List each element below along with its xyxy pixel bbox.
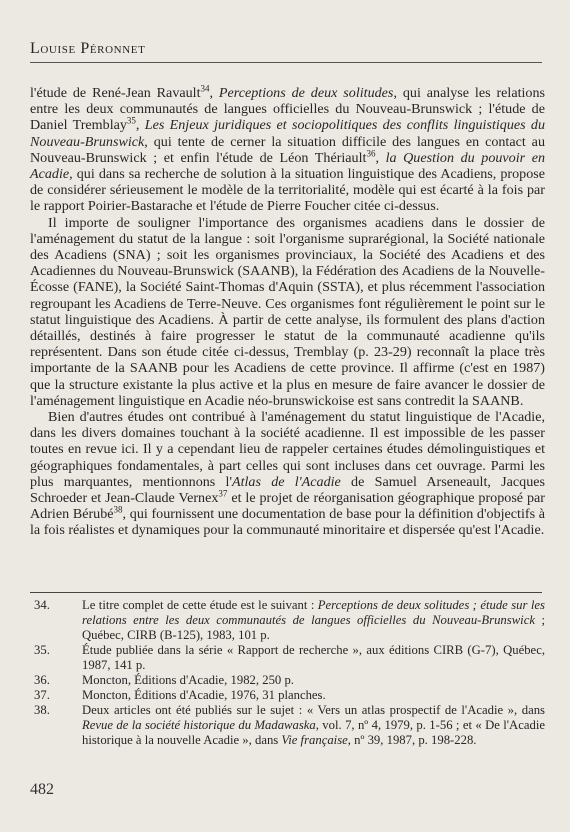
italic-title: Perceptions de deux solitudes ; étude sur les relations entre les deux communautés de langues officielles du Nouveau-Brunswick bbox=[82, 598, 545, 627]
footnote-text bbox=[82, 598, 545, 643]
text-run: Deux articles ont été publiés sur le sujet : « Vers un atlas prospectif de l'Acadie », dans bbox=[82, 703, 545, 717]
text-run: Bien d'autres études ont contribué à l'aménagement du statut linguistique de l'Acadie, dans les divers domaines touchant à la société acadienne. Il est impossible de les passer toutes en revue ici. Il y a cependant lieu de rappeler certaines études démolinguistiques et géographiques fondamentales, à part celles qui sont incluses dans cet ouvrage. Parmi les plus marquantes, mentionnons l' bbox=[30, 409, 545, 490]
text-run: , nº 39, 1987, p. 198-228. bbox=[347, 733, 477, 747]
text-run: l'étude de René-Jean Ravault bbox=[30, 85, 201, 101]
footnote-number: 34. bbox=[34, 598, 50, 612]
footnote-number: 37. bbox=[34, 688, 50, 702]
text-run: Il importe de souligner l'importance des organismes acadiens dans le dossier de l'aménagement du statut de la langue : soit l'organisme suprarégional, la Société nationale des Acadiens (SNA) ; soit les organismes provinciaux, la Société des Acadiens et des Acadiennes du Nouveau-Brunswick (SAANB), la Fédération des Acadiens de la Nouvelle-Écosse (FANE), la Société Saint-Thomas d'Aquin (SSTA), et plus récemment l'association regroupant les Acadiens de Terre-Neuve. Ces organismes font régulièrement le point sur le statut linguistique des Acadiens. À partir de cette analyse, ils formulent des plans d'action détaillés, destinés à faire progresser le statut de la communauté acadienne qu'ils représentent. Dans son étude citée ci-dessus, Tremblay (p. 23-29) reconnaît la place très importante de la SAANB pour les Acadiens de cette province. Il affirme (c'est en 1987) que la structure existante la plus active et la plus en mesure de faire avancer le dossier de l'aménagement linguistique en Acadie néo-brunswickoise est sans contredit la SAANB. bbox=[30, 214, 545, 409]
footnote bbox=[30, 598, 545, 643]
italic-title: la Question du pouvoir en Acadie bbox=[30, 149, 546, 183]
text-run: , qui analyse les relations entre les deux communautés de langues officielles du Nouveau-Brunswick ; l'étude de Daniel Tremblay bbox=[30, 85, 545, 134]
footnote-ref: 34 bbox=[200, 83, 210, 94]
footnote bbox=[30, 643, 545, 673]
text-run: Moncton, Éditions d'Acadie, 1982, 250 p. bbox=[82, 673, 294, 687]
footnote-number: 38. bbox=[34, 703, 50, 717]
italic-title: Perceptions de deux solitudes bbox=[218, 85, 394, 101]
paragraph bbox=[30, 85, 545, 215]
text-run: , bbox=[375, 149, 386, 166]
footnote-ref: 38 bbox=[113, 504, 123, 515]
footnote bbox=[30, 673, 545, 688]
text-run: , bbox=[135, 117, 145, 134]
footnote-text bbox=[82, 673, 545, 688]
text-run: , qui dans sa recherche de solution à la situation linguistique des Acadiens, propose de considérer sérieusement le modèle de la territorialité, modèle qui est écarté à la fois par le rapport Poirier-Bastarache et l'étude de Pierre Foucher citée ci-dessus. bbox=[30, 166, 545, 215]
paragraph bbox=[30, 215, 545, 409]
footnote-text bbox=[82, 688, 545, 703]
footnotes bbox=[30, 598, 545, 748]
footnote bbox=[30, 688, 545, 703]
footnote-number: 36. bbox=[34, 673, 50, 687]
footnotes-separator bbox=[30, 592, 542, 593]
footnote-ref: 35 bbox=[126, 115, 136, 126]
text-run: et le projet de réorganisation géographique proposé par Adrien Bérubé bbox=[30, 490, 545, 523]
text-run: de Samuel Arseneault, Jacques Schroeder et Jean-Claude Vernex bbox=[30, 473, 545, 507]
footnote-ref: 36 bbox=[366, 148, 376, 159]
page-number: 482 bbox=[30, 781, 54, 798]
footnote-ref: 37 bbox=[218, 488, 228, 499]
header-rule bbox=[30, 62, 542, 63]
footnote-text bbox=[82, 703, 545, 748]
italic-title: Atlas de l'Acadie bbox=[231, 473, 341, 490]
text-run: , vol. 7, nº 4, 1979, p. 1-56 ; et « De l'Acadie historique à la nouvelle Acadie », dans bbox=[82, 718, 545, 747]
footnote bbox=[30, 703, 545, 748]
text-run: Moncton, Éditions d'Acadie, 1976, 31 planches. bbox=[82, 688, 326, 702]
running-header: Louise Péronnet bbox=[30, 40, 146, 57]
text-run: Étude publiée dans la série « Rapport de recherche », aux éditions CIRB (G-7), Québec, 1987, 141 p. bbox=[82, 643, 545, 672]
text-run: , bbox=[209, 85, 219, 101]
text-run: ; Québec, CIRB (B-125), 1983, 101 p. bbox=[82, 613, 545, 642]
footnote-text bbox=[82, 643, 545, 673]
footnote-number: 35. bbox=[34, 643, 50, 657]
italic-title: Revue de la société historique du Madawaska bbox=[82, 718, 316, 732]
main-text bbox=[30, 85, 545, 539]
italic-title: Les Enjeux juridiques et sociopolitiques des conflits linguistiques du Nouveau-Brunswick bbox=[30, 117, 546, 150]
text-run: , qui tente de cerner la situation difficile des langues en contact au Nouveau-Brunswick ; et enfin l'étude de Léon Thériault bbox=[30, 133, 545, 166]
text-run: , qui fournissent une documentation de base pour la définition d'objectifs à la fois réalistes et dynamiques pour la communauté minoritaire et dispersée qu'est l'Acadie. bbox=[30, 506, 546, 539]
paragraph bbox=[30, 409, 545, 539]
italic-title: Vie française bbox=[281, 733, 348, 747]
text-run: Le titre complet de cette étude est le suivant : bbox=[82, 598, 318, 612]
